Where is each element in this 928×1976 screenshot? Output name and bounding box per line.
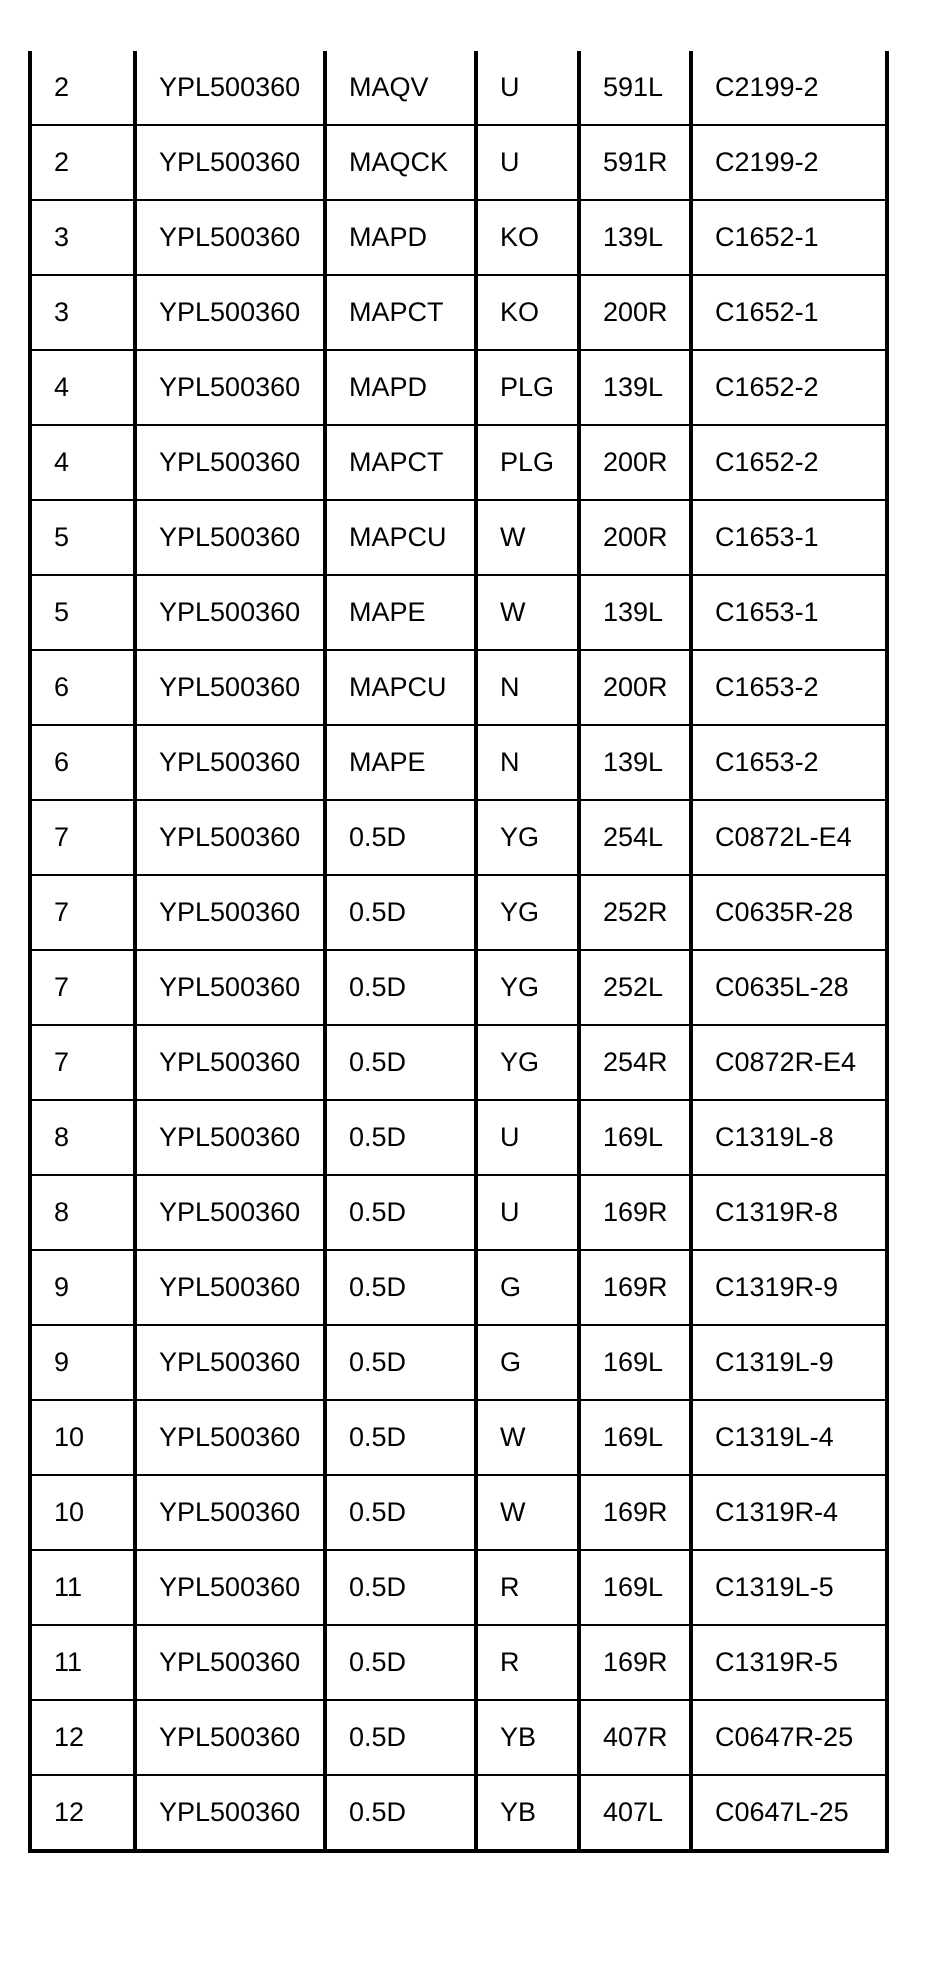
color-cell: W: [476, 1400, 579, 1475]
type-cell: 0.5D: [325, 950, 476, 1025]
type-cell: MAPCU: [325, 500, 476, 575]
type-cell: MAPE: [325, 575, 476, 650]
item-number-cell: 6: [30, 650, 135, 725]
table-row: [30, 650, 887, 725]
length-cell: 169R: [579, 1250, 691, 1325]
length-cell: 139L: [579, 200, 691, 275]
length-cell: 252R: [579, 875, 691, 950]
color-cell: YG: [476, 800, 579, 875]
part-number-cell: YPL500360: [135, 725, 325, 800]
part-number-cell: YPL500360: [135, 1700, 325, 1775]
part-number-cell: YPL500360: [135, 1175, 325, 1250]
part-number-cell: YPL500360: [135, 425, 325, 500]
circuit-cell: C2199-2: [691, 51, 887, 125]
circuit-cell: C2199-2: [691, 125, 887, 200]
length-cell: 139L: [579, 575, 691, 650]
color-cell: YG: [476, 875, 579, 950]
circuit-cell: C1652-1: [691, 200, 887, 275]
circuit-cell: C1652-2: [691, 350, 887, 425]
table-row: [30, 725, 887, 800]
color-cell: W: [476, 575, 579, 650]
type-cell: MAPD: [325, 200, 476, 275]
color-cell: KO: [476, 275, 579, 350]
type-cell: MAPE: [325, 725, 476, 800]
color-cell: R: [476, 1550, 579, 1625]
part-number-cell: YPL500360: [135, 1325, 325, 1400]
length-cell: 591R: [579, 125, 691, 200]
length-cell: 139L: [579, 725, 691, 800]
circuit-cell: C0872L-E4: [691, 800, 887, 875]
table-row: [30, 425, 887, 500]
color-cell: PLG: [476, 350, 579, 425]
table-row: [30, 1250, 887, 1325]
type-cell: MAQV: [325, 51, 476, 125]
color-cell: N: [476, 725, 579, 800]
circuit-cell: C0635R-28: [691, 875, 887, 950]
color-cell: G: [476, 1250, 579, 1325]
circuit-cell: C0647R-25: [691, 1700, 887, 1775]
type-cell: 0.5D: [325, 875, 476, 950]
circuit-cell: C0647L-25: [691, 1775, 887, 1851]
circuit-cell: C1652-1: [691, 275, 887, 350]
type-cell: 0.5D: [325, 1400, 476, 1475]
item-number-cell: 11: [30, 1550, 135, 1625]
type-cell: MAPCU: [325, 650, 476, 725]
circuit-cell: C1319L-9: [691, 1325, 887, 1400]
part-number-cell: YPL500360: [135, 200, 325, 275]
type-cell: 0.5D: [325, 1250, 476, 1325]
part-number-cell: YPL500360: [135, 1025, 325, 1100]
type-cell: 0.5D: [325, 1475, 476, 1550]
length-cell: 407R: [579, 1700, 691, 1775]
part-number-cell: YPL500360: [135, 1250, 325, 1325]
length-cell: 254L: [579, 800, 691, 875]
circuit-cell: C1319R-5: [691, 1625, 887, 1700]
table-row: [30, 800, 887, 875]
table-row: [30, 1625, 887, 1700]
table-row: [30, 1775, 887, 1851]
item-number-cell: 7: [30, 950, 135, 1025]
color-cell: W: [476, 500, 579, 575]
part-number-cell: YPL500360: [135, 650, 325, 725]
table-row: [30, 875, 887, 950]
color-cell: W: [476, 1475, 579, 1550]
color-cell: G: [476, 1325, 579, 1400]
color-cell: YG: [476, 1025, 579, 1100]
circuit-cell: C1319L-8: [691, 1100, 887, 1175]
table-row: [30, 1175, 887, 1250]
length-cell: 169L: [579, 1325, 691, 1400]
table-row: [30, 200, 887, 275]
circuit-cell: C1653-1: [691, 500, 887, 575]
type-cell: 0.5D: [325, 800, 476, 875]
type-cell: MAQCK: [325, 125, 476, 200]
color-cell: PLG: [476, 425, 579, 500]
item-number-cell: 7: [30, 875, 135, 950]
wire-table: [28, 51, 889, 1853]
item-number-cell: 12: [30, 1700, 135, 1775]
length-cell: 200R: [579, 275, 691, 350]
length-cell: 169L: [579, 1100, 691, 1175]
length-cell: 591L: [579, 51, 691, 125]
part-number-cell: YPL500360: [135, 875, 325, 950]
item-number-cell: 10: [30, 1475, 135, 1550]
length-cell: 169R: [579, 1475, 691, 1550]
table-row: [30, 950, 887, 1025]
color-cell: YG: [476, 950, 579, 1025]
circuit-cell: C1652-2: [691, 425, 887, 500]
circuit-cell: C0872R-E4: [691, 1025, 887, 1100]
table-row: [30, 350, 887, 425]
part-number-cell: YPL500360: [135, 350, 325, 425]
circuit-cell: C1653-1: [691, 575, 887, 650]
table-row: [30, 1400, 887, 1475]
item-number-cell: 10: [30, 1400, 135, 1475]
type-cell: 0.5D: [325, 1025, 476, 1100]
part-number-cell: YPL500360: [135, 500, 325, 575]
color-cell: YB: [476, 1775, 579, 1851]
length-cell: 169R: [579, 1175, 691, 1250]
item-number-cell: 12: [30, 1775, 135, 1851]
item-number-cell: 2: [30, 51, 135, 125]
item-number-cell: 5: [30, 575, 135, 650]
item-number-cell: 5: [30, 500, 135, 575]
table-row: [30, 1550, 887, 1625]
part-number-cell: YPL500360: [135, 950, 325, 1025]
type-cell: 0.5D: [325, 1700, 476, 1775]
part-number-cell: YPL500360: [135, 575, 325, 650]
length-cell: 252L: [579, 950, 691, 1025]
item-number-cell: 9: [30, 1325, 135, 1400]
color-cell: U: [476, 1100, 579, 1175]
table-row: [30, 1025, 887, 1100]
table-row: [30, 1700, 887, 1775]
part-number-cell: YPL500360: [135, 125, 325, 200]
circuit-cell: C1653-2: [691, 725, 887, 800]
type-cell: 0.5D: [325, 1175, 476, 1250]
circuit-cell: C1319R-8: [691, 1175, 887, 1250]
circuit-cell: C1653-2: [691, 650, 887, 725]
color-cell: YB: [476, 1700, 579, 1775]
circuit-cell: C1319R-9: [691, 1250, 887, 1325]
length-cell: 139L: [579, 350, 691, 425]
table-row: [30, 51, 887, 125]
item-number-cell: 6: [30, 725, 135, 800]
type-cell: MAPCT: [325, 275, 476, 350]
item-number-cell: 9: [30, 1250, 135, 1325]
table-row: [30, 125, 887, 200]
type-cell: 0.5D: [325, 1625, 476, 1700]
circuit-cell: C1319L-4: [691, 1400, 887, 1475]
item-number-cell: 8: [30, 1175, 135, 1250]
table-row: [30, 1100, 887, 1175]
length-cell: 407L: [579, 1775, 691, 1851]
part-number-cell: YPL500360: [135, 51, 325, 125]
length-cell: 169L: [579, 1400, 691, 1475]
part-number-cell: YPL500360: [135, 1775, 325, 1851]
type-cell: MAPD: [325, 350, 476, 425]
item-number-cell: 7: [30, 1025, 135, 1100]
color-cell: N: [476, 650, 579, 725]
item-number-cell: 3: [30, 200, 135, 275]
table-row: [30, 1325, 887, 1400]
type-cell: 0.5D: [325, 1550, 476, 1625]
length-cell: 169L: [579, 1550, 691, 1625]
wire-table-body: [30, 51, 887, 1851]
type-cell: 0.5D: [325, 1100, 476, 1175]
type-cell: MAPCT: [325, 425, 476, 500]
item-number-cell: 7: [30, 800, 135, 875]
table-row: [30, 500, 887, 575]
length-cell: 254R: [579, 1025, 691, 1100]
item-number-cell: 11: [30, 1625, 135, 1700]
length-cell: 200R: [579, 425, 691, 500]
item-number-cell: 3: [30, 275, 135, 350]
part-number-cell: YPL500360: [135, 275, 325, 350]
color-cell: U: [476, 51, 579, 125]
part-number-cell: YPL500360: [135, 1625, 325, 1700]
length-cell: 200R: [579, 500, 691, 575]
type-cell: 0.5D: [325, 1775, 476, 1851]
type-cell: 0.5D: [325, 1325, 476, 1400]
table-row: [30, 575, 887, 650]
table-row: [30, 1475, 887, 1550]
part-number-cell: YPL500360: [135, 1100, 325, 1175]
wire-table-container: [28, 51, 885, 1853]
part-number-cell: YPL500360: [135, 1475, 325, 1550]
table-row: [30, 275, 887, 350]
item-number-cell: 4: [30, 350, 135, 425]
circuit-cell: C0635L-28: [691, 950, 887, 1025]
length-cell: 200R: [579, 650, 691, 725]
item-number-cell: 4: [30, 425, 135, 500]
circuit-cell: C1319R-4: [691, 1475, 887, 1550]
part-number-cell: YPL500360: [135, 800, 325, 875]
part-number-cell: YPL500360: [135, 1400, 325, 1475]
length-cell: 169R: [579, 1625, 691, 1700]
color-cell: U: [476, 125, 579, 200]
circuit-cell: C1319L-5: [691, 1550, 887, 1625]
item-number-cell: 8: [30, 1100, 135, 1175]
color-cell: U: [476, 1175, 579, 1250]
color-cell: R: [476, 1625, 579, 1700]
part-number-cell: YPL500360: [135, 1550, 325, 1625]
color-cell: KO: [476, 200, 579, 275]
item-number-cell: 2: [30, 125, 135, 200]
